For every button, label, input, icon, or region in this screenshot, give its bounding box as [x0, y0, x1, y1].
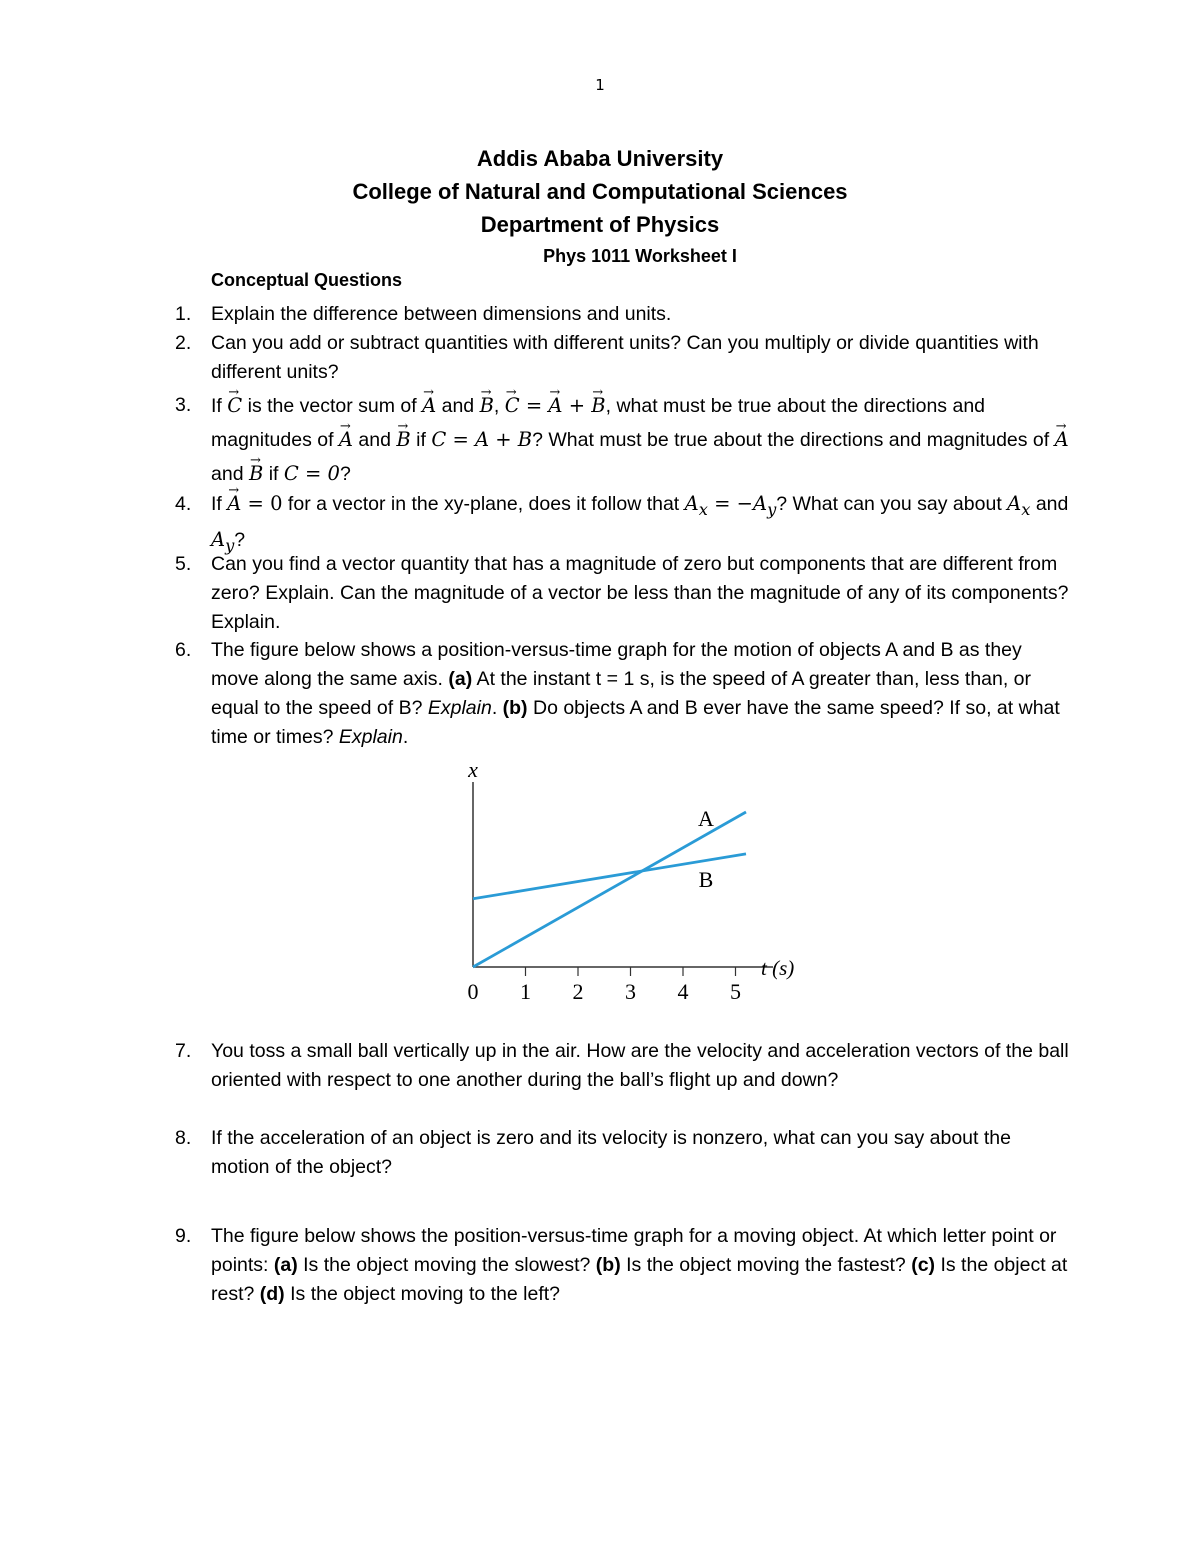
- x-axis-label: t (s): [761, 956, 795, 980]
- position-time-graph: [440, 755, 820, 1015]
- text-fragment: ?: [339, 463, 351, 485]
- subscript-x: x: [698, 499, 708, 519]
- text-fragment: ? What must be true about the directions and magnitudes of: [532, 429, 1055, 451]
- text-fragment: Do objects A and B ever have the same speed? If so, at what time or times?: [211, 697, 1060, 748]
- part-label: (d): [259, 1283, 285, 1305]
- text-fragment: and: [353, 429, 397, 451]
- text-fragment: for a vector in the xy-plane, does it follow that: [282, 493, 685, 515]
- question-7: [175, 1037, 1071, 1095]
- question-number: 6.: [175, 639, 192, 661]
- text-fragment: The figure below shows the position-versus-time graph for a moving object. At which letter point or points:: [211, 1225, 1057, 1276]
- component-a: A: [684, 492, 699, 515]
- question-text: Can you find a vector quantity that has a magnitude of zero but components that are different from zero? Explain. Can the magnitude of a vector be less than the magnitude of any of its components? Explain.: [211, 553, 1069, 633]
- text-fragment: ? What can you say about: [776, 493, 1008, 515]
- x-tick-label: 4: [677, 979, 689, 1004]
- question-6: [175, 636, 1071, 752]
- subscript-x: x: [1021, 499, 1031, 519]
- x-ticks: [468, 967, 742, 1004]
- college-name: College of Natural and Computational Sciences: [352, 179, 848, 204]
- series-label-a: A: [698, 806, 714, 831]
- math-operator: +: [562, 394, 592, 417]
- vector-a: → A: [227, 489, 241, 519]
- text-fragment: If: [211, 395, 228, 417]
- worksheet-title: Phys 1011 Worksheet I: [543, 246, 737, 266]
- document-header: [0, 142, 1200, 271]
- question-number: 8.: [175, 1127, 192, 1149]
- text-fragment: If: [211, 493, 228, 515]
- text-fragment: is the vector sum of: [242, 395, 423, 417]
- math-equation: = 0: [241, 492, 283, 515]
- question-number: 7.: [175, 1040, 192, 1062]
- question-number: 5.: [175, 553, 192, 575]
- question-2: [175, 329, 1071, 387]
- question-9: [175, 1222, 1071, 1309]
- vector-b: → B: [591, 389, 605, 422]
- subscript-y: y: [225, 535, 235, 555]
- text-fragment: and: [211, 463, 249, 485]
- vector-b: → B: [249, 457, 263, 490]
- component-a: A: [211, 527, 226, 551]
- math-equation: C = 0: [283, 462, 340, 485]
- text-fragment: Is the object moving the fastest?: [620, 1254, 912, 1276]
- text-fragment: Is the object at rest?: [211, 1254, 1068, 1305]
- math-operator: = −: [707, 492, 753, 515]
- question-number: 2.: [175, 332, 192, 354]
- text-fragment: , what must be true about the directions and magnitudes of: [211, 395, 986, 451]
- text-fragment: .: [402, 726, 409, 748]
- x-tick-label: 0: [467, 979, 479, 1004]
- x-tick-label: 1: [520, 979, 531, 1004]
- series-label-b: B: [698, 866, 714, 892]
- department-name: Department of Physics: [480, 212, 720, 237]
- text-fragment: ,: [493, 395, 505, 417]
- text-fragment: At the instant t = 1 s, is the speed of A greater than, less than, or equal to the speed of B?: [211, 668, 1032, 719]
- vector-c: → C: [227, 389, 242, 422]
- y-axis-label: x: [468, 757, 478, 782]
- vector-a: → A: [422, 389, 436, 422]
- x-tick-label: 2: [572, 979, 584, 1004]
- part-label: (b): [502, 697, 528, 719]
- question-1: [175, 300, 1071, 329]
- page-number: 1: [595, 76, 605, 94]
- component-a: A: [1007, 492, 1022, 515]
- question-8: [175, 1124, 1071, 1182]
- text-fragment: and: [1030, 493, 1069, 515]
- vector-b: → B: [480, 389, 494, 422]
- text-fragment: ?: [234, 528, 246, 551]
- question-text: Explain the difference between dimensions and units.: [211, 303, 672, 325]
- text-fragment: .: [491, 697, 503, 719]
- question-5: [175, 550, 1071, 637]
- question-number: 4.: [175, 493, 192, 515]
- vector-a: → A: [1055, 423, 1069, 456]
- part-label: (a): [448, 668, 473, 690]
- question-number: 9.: [175, 1225, 192, 1247]
- text-fragment: Is the object moving to the left?: [284, 1283, 561, 1305]
- emphasis: Explain: [338, 726, 403, 748]
- text-fragment: if: [410, 429, 432, 451]
- x-tick-label: 5: [730, 979, 741, 1004]
- series-group: [473, 806, 746, 967]
- part-label: (c): [911, 1254, 936, 1276]
- vector-c: → C: [505, 389, 520, 422]
- math-operator: =: [519, 394, 549, 417]
- part-label: (a): [273, 1254, 298, 1276]
- vector-a: → A: [339, 423, 353, 456]
- question-text: You toss a small ball vertically up in the air. How are the velocity and acceleration vectors of the ball oriented with respect to one another during the ball’s flight up and down?: [211, 1040, 1069, 1091]
- question-number: 1.: [175, 303, 192, 325]
- question-text: Can you add or subtract quantities with different units? Can you multiply or divide quantities with different units?: [211, 332, 1039, 383]
- section-title: Conceptual Questions: [211, 270, 403, 290]
- text-fragment: and: [436, 395, 480, 417]
- university-name: Addis Ababa University: [476, 146, 724, 171]
- component-a: A: [752, 492, 768, 515]
- text-fragment: Is the object moving the slowest?: [297, 1254, 596, 1276]
- vector-a: → A: [548, 389, 562, 422]
- emphasis: Explain: [427, 697, 492, 719]
- question-number: 3.: [175, 394, 192, 416]
- x-tick-label: 3: [625, 979, 636, 1004]
- part-label: (b): [595, 1254, 621, 1276]
- text-fragment: if: [263, 463, 284, 485]
- vector-b: → B: [396, 423, 410, 456]
- question-3: [175, 389, 1071, 491]
- math-equation: C = A + B: [431, 428, 533, 451]
- subscript-y: y: [767, 499, 777, 519]
- text-fragment: The figure below shows a position-versus-time graph for the motion of objects A and B as they move along the same axis.: [211, 639, 1022, 690]
- question-text: If the acceleration of an object is zero and its velocity is nonzero, what can you say about the motion of the object?: [211, 1127, 1011, 1178]
